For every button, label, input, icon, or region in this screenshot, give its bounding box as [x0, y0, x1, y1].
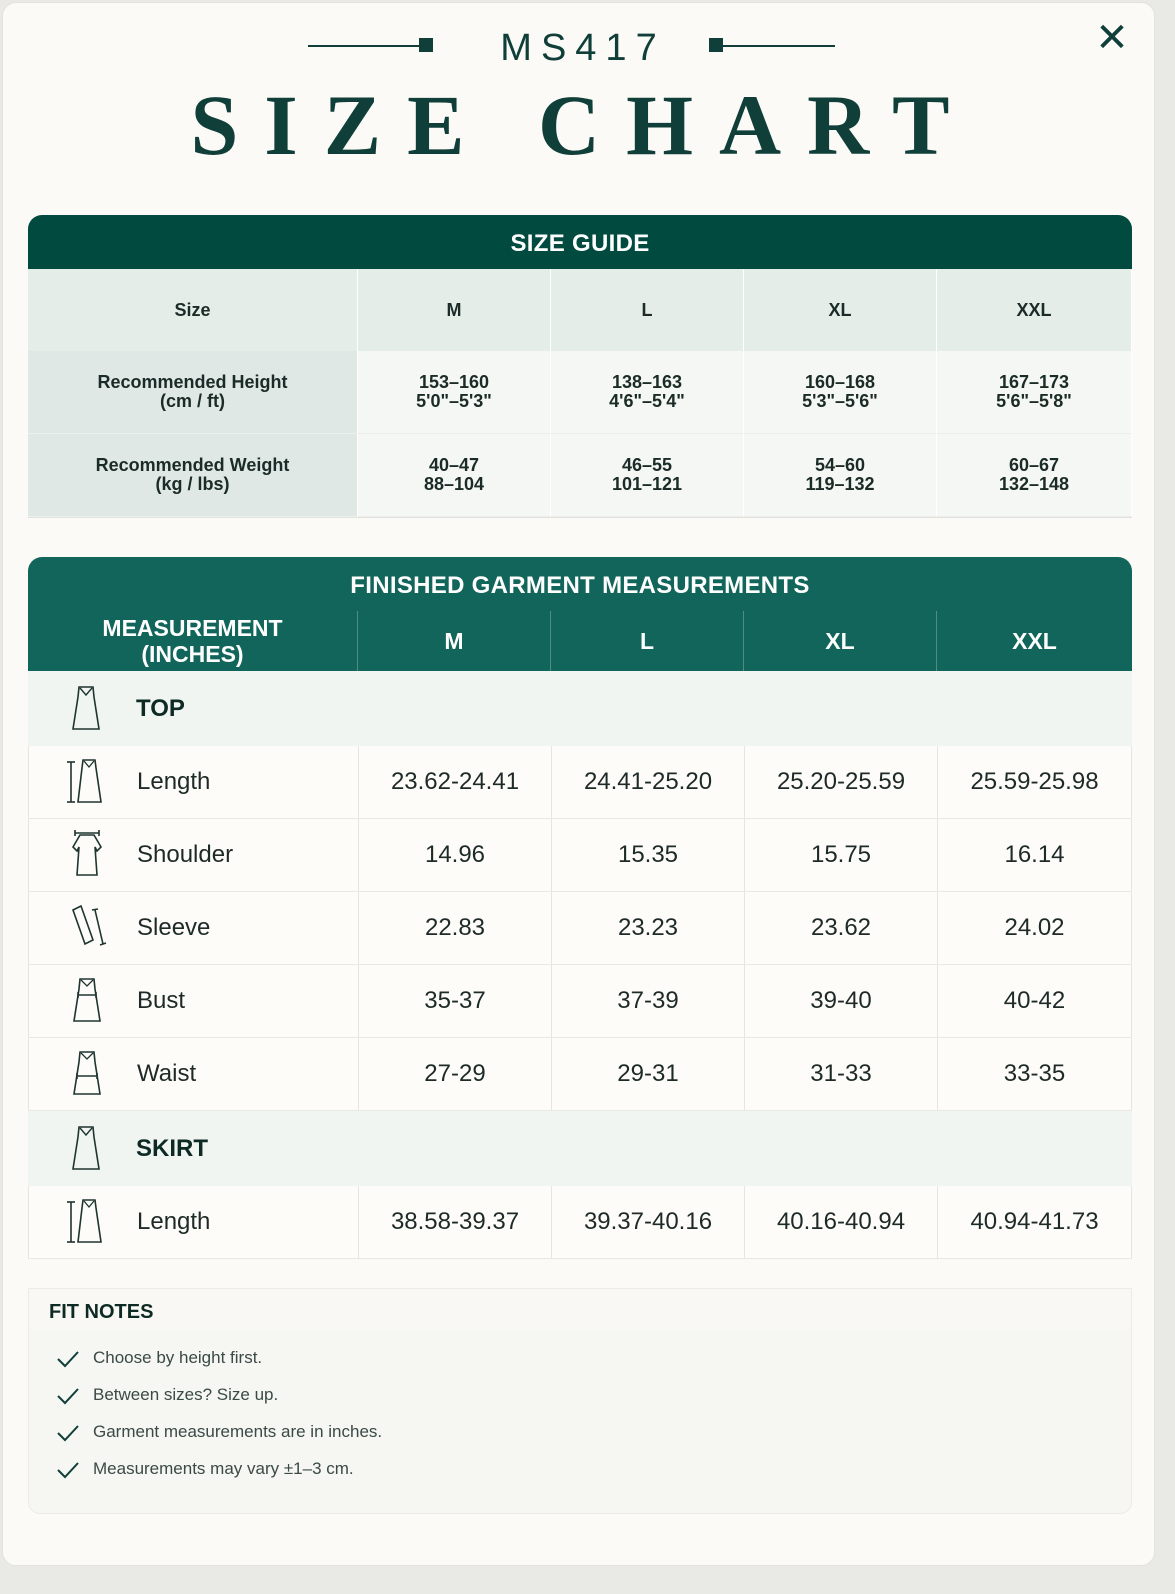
- skirt-garment-icon: [58, 1121, 114, 1177]
- size-guide-col-xxl: XXL: [937, 269, 1132, 351]
- waist-icon: [59, 1046, 115, 1102]
- check-icon: [55, 1382, 81, 1408]
- check-icon: [55, 1345, 81, 1371]
- top-waist-xxl: 33-35: [937, 1038, 1132, 1110]
- sleeve-icon: [59, 900, 115, 956]
- skirt-length-label: [28, 1186, 358, 1258]
- top-shoulder-label: [28, 819, 358, 891]
- fit-note-text: Measurements may vary ±1–3 cm.: [93, 1459, 354, 1478]
- size-chart-card: [2, 2, 1155, 1566]
- section-skirt: [28, 1111, 1132, 1186]
- top-shoulder-m: 14.96: [358, 819, 551, 891]
- top-waist-xl: 31-33: [744, 1038, 937, 1110]
- weight-xxl: 60–67 132–148: [937, 434, 1132, 517]
- fit-note-text: Choose by height first.: [93, 1348, 263, 1367]
- weight-row-label: Recommended Weight (kg / lbs): [28, 434, 358, 517]
- top-bust-xl: 39-40: [744, 965, 937, 1037]
- section-top: [28, 671, 1132, 746]
- section-top-label: TOP: [136, 694, 185, 722]
- skirt-length-m: 38.58-39.37: [358, 1186, 551, 1258]
- top-waist-label: [28, 1038, 358, 1110]
- top-length-xxl: 25.59-25.98: [937, 746, 1132, 818]
- top-shoulder-xl: 15.75: [744, 819, 937, 891]
- top-sleeve-xxl: 24.02: [937, 892, 1132, 964]
- check-icon: [55, 1419, 81, 1445]
- table-row: [28, 965, 1132, 1038]
- length-icon: [59, 754, 115, 810]
- top-waist-m: 27-29: [358, 1038, 551, 1110]
- table-row: [28, 1186, 1132, 1259]
- table-row: [28, 746, 1132, 819]
- bust-icon: [59, 973, 115, 1029]
- garment-column-header: [28, 611, 1132, 671]
- top-bust-label: [28, 965, 358, 1037]
- top-sleeve-l: 23.23: [551, 892, 744, 964]
- garment-col-xxl: XXL: [1012, 628, 1057, 654]
- list-item: [55, 1382, 278, 1408]
- height-xl: 160–168 5'3"–5'6": [744, 351, 937, 434]
- garment-col-m: M: [358, 611, 551, 671]
- size-guide-col-l: L: [551, 269, 744, 351]
- top-length-xl: 25.20-25.59: [744, 746, 937, 818]
- weight-m: 40–47 88–104: [358, 434, 551, 517]
- measurement-name: Length: [137, 1208, 211, 1235]
- measurement-name: Waist: [137, 1060, 197, 1087]
- height-m: 153–160 5'0"–5'3": [358, 351, 551, 434]
- size-guide-col-m: M: [358, 269, 551, 351]
- header-square-left: [419, 38, 433, 52]
- top-waist-l: 29-31: [551, 1038, 744, 1110]
- list-item: [55, 1456, 354, 1482]
- list-item: [55, 1345, 262, 1371]
- measurement-name: Bust: [137, 987, 186, 1014]
- size-guide-header: SIZE GUIDE: [28, 215, 1132, 269]
- size-guide-col-size: Size: [28, 269, 358, 351]
- top-bust-l: 37-39: [551, 965, 744, 1037]
- shoulder-icon: [59, 827, 115, 883]
- top-length-m: 23.62-24.41: [358, 746, 551, 818]
- top-length-label: [28, 746, 358, 818]
- size-guide-table: [28, 269, 1132, 518]
- top-bust-m: 35-37: [358, 965, 551, 1037]
- garment-col-xl: XL: [744, 611, 937, 671]
- check-icon: [55, 1456, 81, 1482]
- list-item: [55, 1419, 382, 1445]
- top-garment-icon: [58, 681, 114, 737]
- top-sleeve-m: 22.83: [358, 892, 551, 964]
- skirt-length-xxl: 40.94-41.73: [937, 1186, 1132, 1258]
- top-shoulder-l: 15.35: [551, 819, 744, 891]
- page-title: SIZE CHART: [190, 77, 976, 173]
- measurement-name: Shoulder: [137, 841, 234, 868]
- height-xxl: 167–173 5'6"–5'8": [937, 351, 1132, 434]
- garment-col-l: L: [551, 611, 744, 671]
- table-row: [28, 1038, 1132, 1111]
- top-sleeve-xl: 23.62: [744, 892, 937, 964]
- close-icon: ✕: [1095, 15, 1129, 61]
- model-number: MS417: [500, 27, 666, 69]
- section-skirt-label: SKIRT: [136, 1134, 208, 1162]
- top-length-l: 24.41-25.20: [551, 746, 744, 818]
- size-guide-col-xl: XL: [744, 269, 937, 351]
- header-rule-right: [719, 45, 835, 47]
- length-icon: [59, 1194, 115, 1250]
- height-l: 138–163 4'6"–5'4": [551, 351, 744, 434]
- measurement-name: Length: [137, 768, 211, 795]
- skirt-length-xl: 40.16-40.94: [744, 1186, 937, 1258]
- measurement-name: Sleeve: [137, 914, 211, 941]
- fit-note-text: Garment measurements are in inches.: [93, 1422, 383, 1441]
- skirt-length-l: 39.37-40.16: [551, 1186, 744, 1258]
- fit-notes-panel: [28, 1288, 1132, 1514]
- weight-xl: 54–60 119–132: [744, 434, 937, 517]
- height-row-label: Recommended Height (cm / ft): [28, 351, 358, 434]
- garment-col-measurement: MEASUREMENT (INCHES): [28, 611, 358, 671]
- top-bust-xxl: 40-42: [937, 965, 1132, 1037]
- table-row: [28, 892, 1132, 965]
- fit-notes-title: FIT NOTES: [49, 1301, 154, 1323]
- close-button[interactable]: [1091, 17, 1133, 59]
- header-rule-left: [308, 45, 423, 47]
- table-row: [28, 819, 1132, 892]
- garment-header: FINISHED GARMENT MEASUREMENTS: [28, 557, 1132, 611]
- fit-note-text: Between sizes? Size up.: [93, 1385, 279, 1404]
- weight-l: 46–55 101–121: [551, 434, 744, 517]
- top-shoulder-xxl: 16.14: [937, 819, 1132, 891]
- top-sleeve-label: [28, 892, 358, 964]
